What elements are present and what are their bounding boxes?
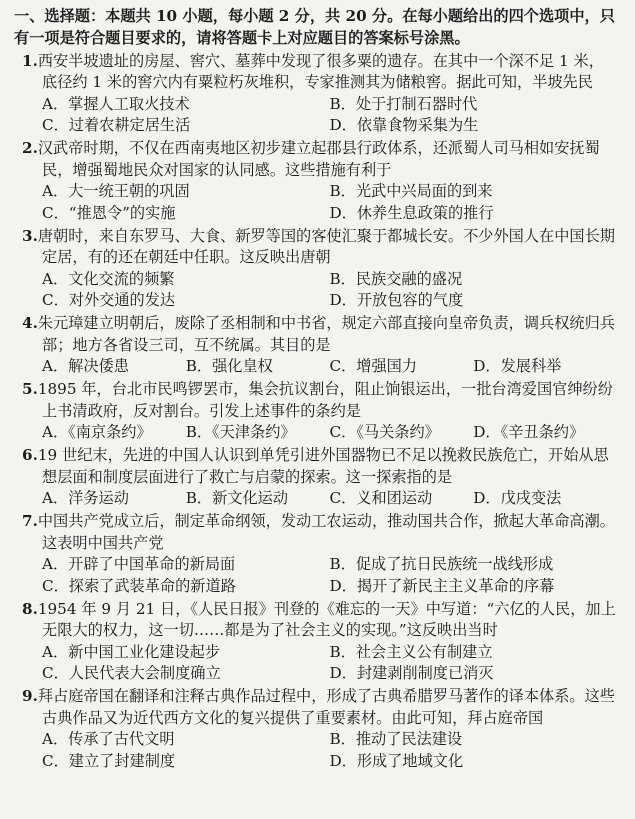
options — [14, 356, 617, 378]
option-b: B．处于打制石器时代 — [329, 94, 478, 113]
question-stem — [14, 686, 617, 729]
question-text: 拜占庭帝国在翻译和注释古典作品过程中，形成了古典希腊罗马著作的译本体系。这些古典作品又为近代西方文化的复兴提供了重要素材。由此可知，拜占庭帝国 — [37, 687, 615, 727]
option-d: D．发展科举 — [473, 357, 562, 375]
option-a: A．《南京条约》 — [42, 423, 152, 441]
question-number: 6. — [22, 446, 38, 464]
question-text: 西安半坡遗址的房屋、窖穴、墓葬中发现了很多粟的遗存。在其中一个深不足 1 米，底径约 1 米的窖穴内有粟粒朽灰堆积，专家推测其为储粮窖。据此可知，半坡先民 — [37, 51, 604, 91]
option-b: B．社会主义公有制建立 — [329, 642, 493, 661]
question-number: 1. — [22, 51, 38, 70]
option-a: A．掌握人工取火技术 — [42, 94, 190, 113]
option-c: C．《马关条约》 — [329, 423, 440, 441]
section-title-line1: 一、选择题：本题共 10 小题，每小题 2 分，共 20 分。在每小题给出的四个选项中，只 — [14, 7, 615, 25]
question-text: 中国共产党成立后，制定革命纲领，发动工农运动，推动国共合作，掀起大革命高潮。这表明中国共产党 — [37, 512, 615, 552]
question-number: 9. — [22, 687, 38, 705]
question-1 — [14, 51, 617, 137]
question-3 — [14, 226, 617, 312]
option-d: D．休养生息政策的推行 — [329, 203, 494, 222]
option-a: A．新中国工业化建设起步 — [42, 642, 221, 661]
section-header — [14, 6, 617, 49]
option-d: D．封建剥削制度已消灭 — [329, 664, 494, 682]
options — [14, 554, 617, 597]
question-8 — [14, 599, 617, 685]
question-text: 汉武帝时期，不仅在西南夷地区初步建立起郡县行政体系，还派蜀人司马相如安抚蜀民，增强蜀地民众对国家的认同感。这些措施有利于 — [37, 139, 600, 179]
option-a: A．文化交流的频繁 — [42, 269, 175, 288]
question-6 — [14, 445, 617, 510]
option-c: C．过着农耕定居生活 — [42, 116, 191, 134]
question-stem — [14, 379, 617, 422]
option-a: A．大一统王朝的巩固 — [42, 182, 190, 200]
option-c: C．建立了封建制度 — [42, 751, 176, 770]
option-b: B．促成了抗日民族统一战线形成 — [329, 555, 554, 573]
question-number: 8. — [22, 599, 38, 618]
option-d: D．戊戌变法 — [473, 489, 562, 507]
option-c: C．“推恩令”的实施 — [42, 203, 176, 222]
options — [14, 488, 617, 510]
options — [14, 269, 617, 312]
option-a: A．传承了古代文明 — [42, 730, 175, 748]
question-number: 5. — [22, 380, 38, 398]
question-stem — [14, 511, 617, 554]
question-4 — [14, 313, 617, 378]
option-a: A．洋务运动 — [42, 489, 129, 507]
option-c: C．义和团运动 — [329, 489, 433, 507]
option-d: D．揭开了新民主主义革命的序幕 — [329, 576, 555, 595]
option-d: D．形成了地域文化 — [329, 751, 464, 770]
question-7 — [14, 511, 617, 597]
question-text: 唐朝时，来自东罗马、大食、新罗等国的客使汇聚于都城长安。不少外国人在中国长期定居，有的还在朝廷中任职。这反映出唐朝 — [37, 226, 615, 266]
option-a: A．解决倭患 — [42, 357, 129, 375]
question-number: 7. — [22, 512, 38, 530]
options — [14, 181, 617, 224]
question-number: 2. — [22, 139, 38, 157]
option-d: D．开放包容的气度 — [329, 291, 464, 309]
options — [14, 642, 617, 685]
option-c: C．对外交通的发达 — [42, 291, 176, 309]
question-stem — [14, 226, 617, 269]
options — [14, 422, 617, 444]
question-text: 朱元璋建立明朝后，废除了丞相制和中书省，规定六部直接向皇帝负责，调兵权统归兵部；地方各省设三司，互不统属。其目的是 — [37, 314, 615, 354]
option-d: D．《辛丑条约》 — [473, 423, 585, 441]
option-a: A．开辟了中国革命的新局面 — [42, 555, 236, 573]
option-b: B．强化皇权 — [185, 357, 273, 375]
question-stem — [14, 445, 617, 488]
question-stem — [14, 599, 617, 642]
question-text: 1954 年 9 月 21 日，《人民日报》刊登的《难忘的一天》中写道：“六亿的人民，加上无限大的权力，这一切……都是为了社会主义的实现。”这反映出当时 — [37, 599, 616, 639]
option-b: B．推动了民法建设 — [329, 730, 463, 748]
question-5 — [14, 379, 617, 444]
option-d: D．依靠食物采集为生 — [329, 116, 479, 134]
question-number: 3. — [22, 226, 38, 245]
question-number: 4. — [22, 314, 38, 332]
option-b: B．新文化运动 — [185, 489, 289, 507]
question-text: 19 世纪末，先进的中国人认识到单凭引进外国器物已不足以挽救民族危亡，开始从思想层面和制度层面进行了救亡与启蒙的探索。这一探索指的是 — [37, 446, 609, 486]
option-b: B．光武中兴局面的到来 — [329, 182, 493, 200]
option-c: C．人民代表大会制度确立 — [42, 664, 221, 682]
options — [14, 729, 617, 772]
option-c: C．增强国力 — [329, 357, 418, 375]
question-9 — [14, 686, 617, 772]
section-title-line2: 有一项是符合题目要求的，请将答题卡上对应题目的答案标号涂黑。 — [14, 28, 470, 47]
option-b: B．民族交融的盛况 — [329, 269, 463, 288]
question-text: 1895 年，台北市民鸣锣罢市，集会抗议割台，阻止饷银运出，一批台湾爱国官绅纷纷上书清政府，反对割台。引发上述事件的条约是 — [37, 380, 613, 420]
question-stem — [14, 51, 617, 94]
option-c: C．探索了武装革命的新道路 — [42, 576, 236, 595]
question-stem — [14, 313, 617, 356]
question-2 — [14, 138, 617, 224]
question-stem — [14, 138, 617, 181]
options — [14, 94, 617, 137]
option-b: B．《天津条约》 — [185, 423, 296, 441]
